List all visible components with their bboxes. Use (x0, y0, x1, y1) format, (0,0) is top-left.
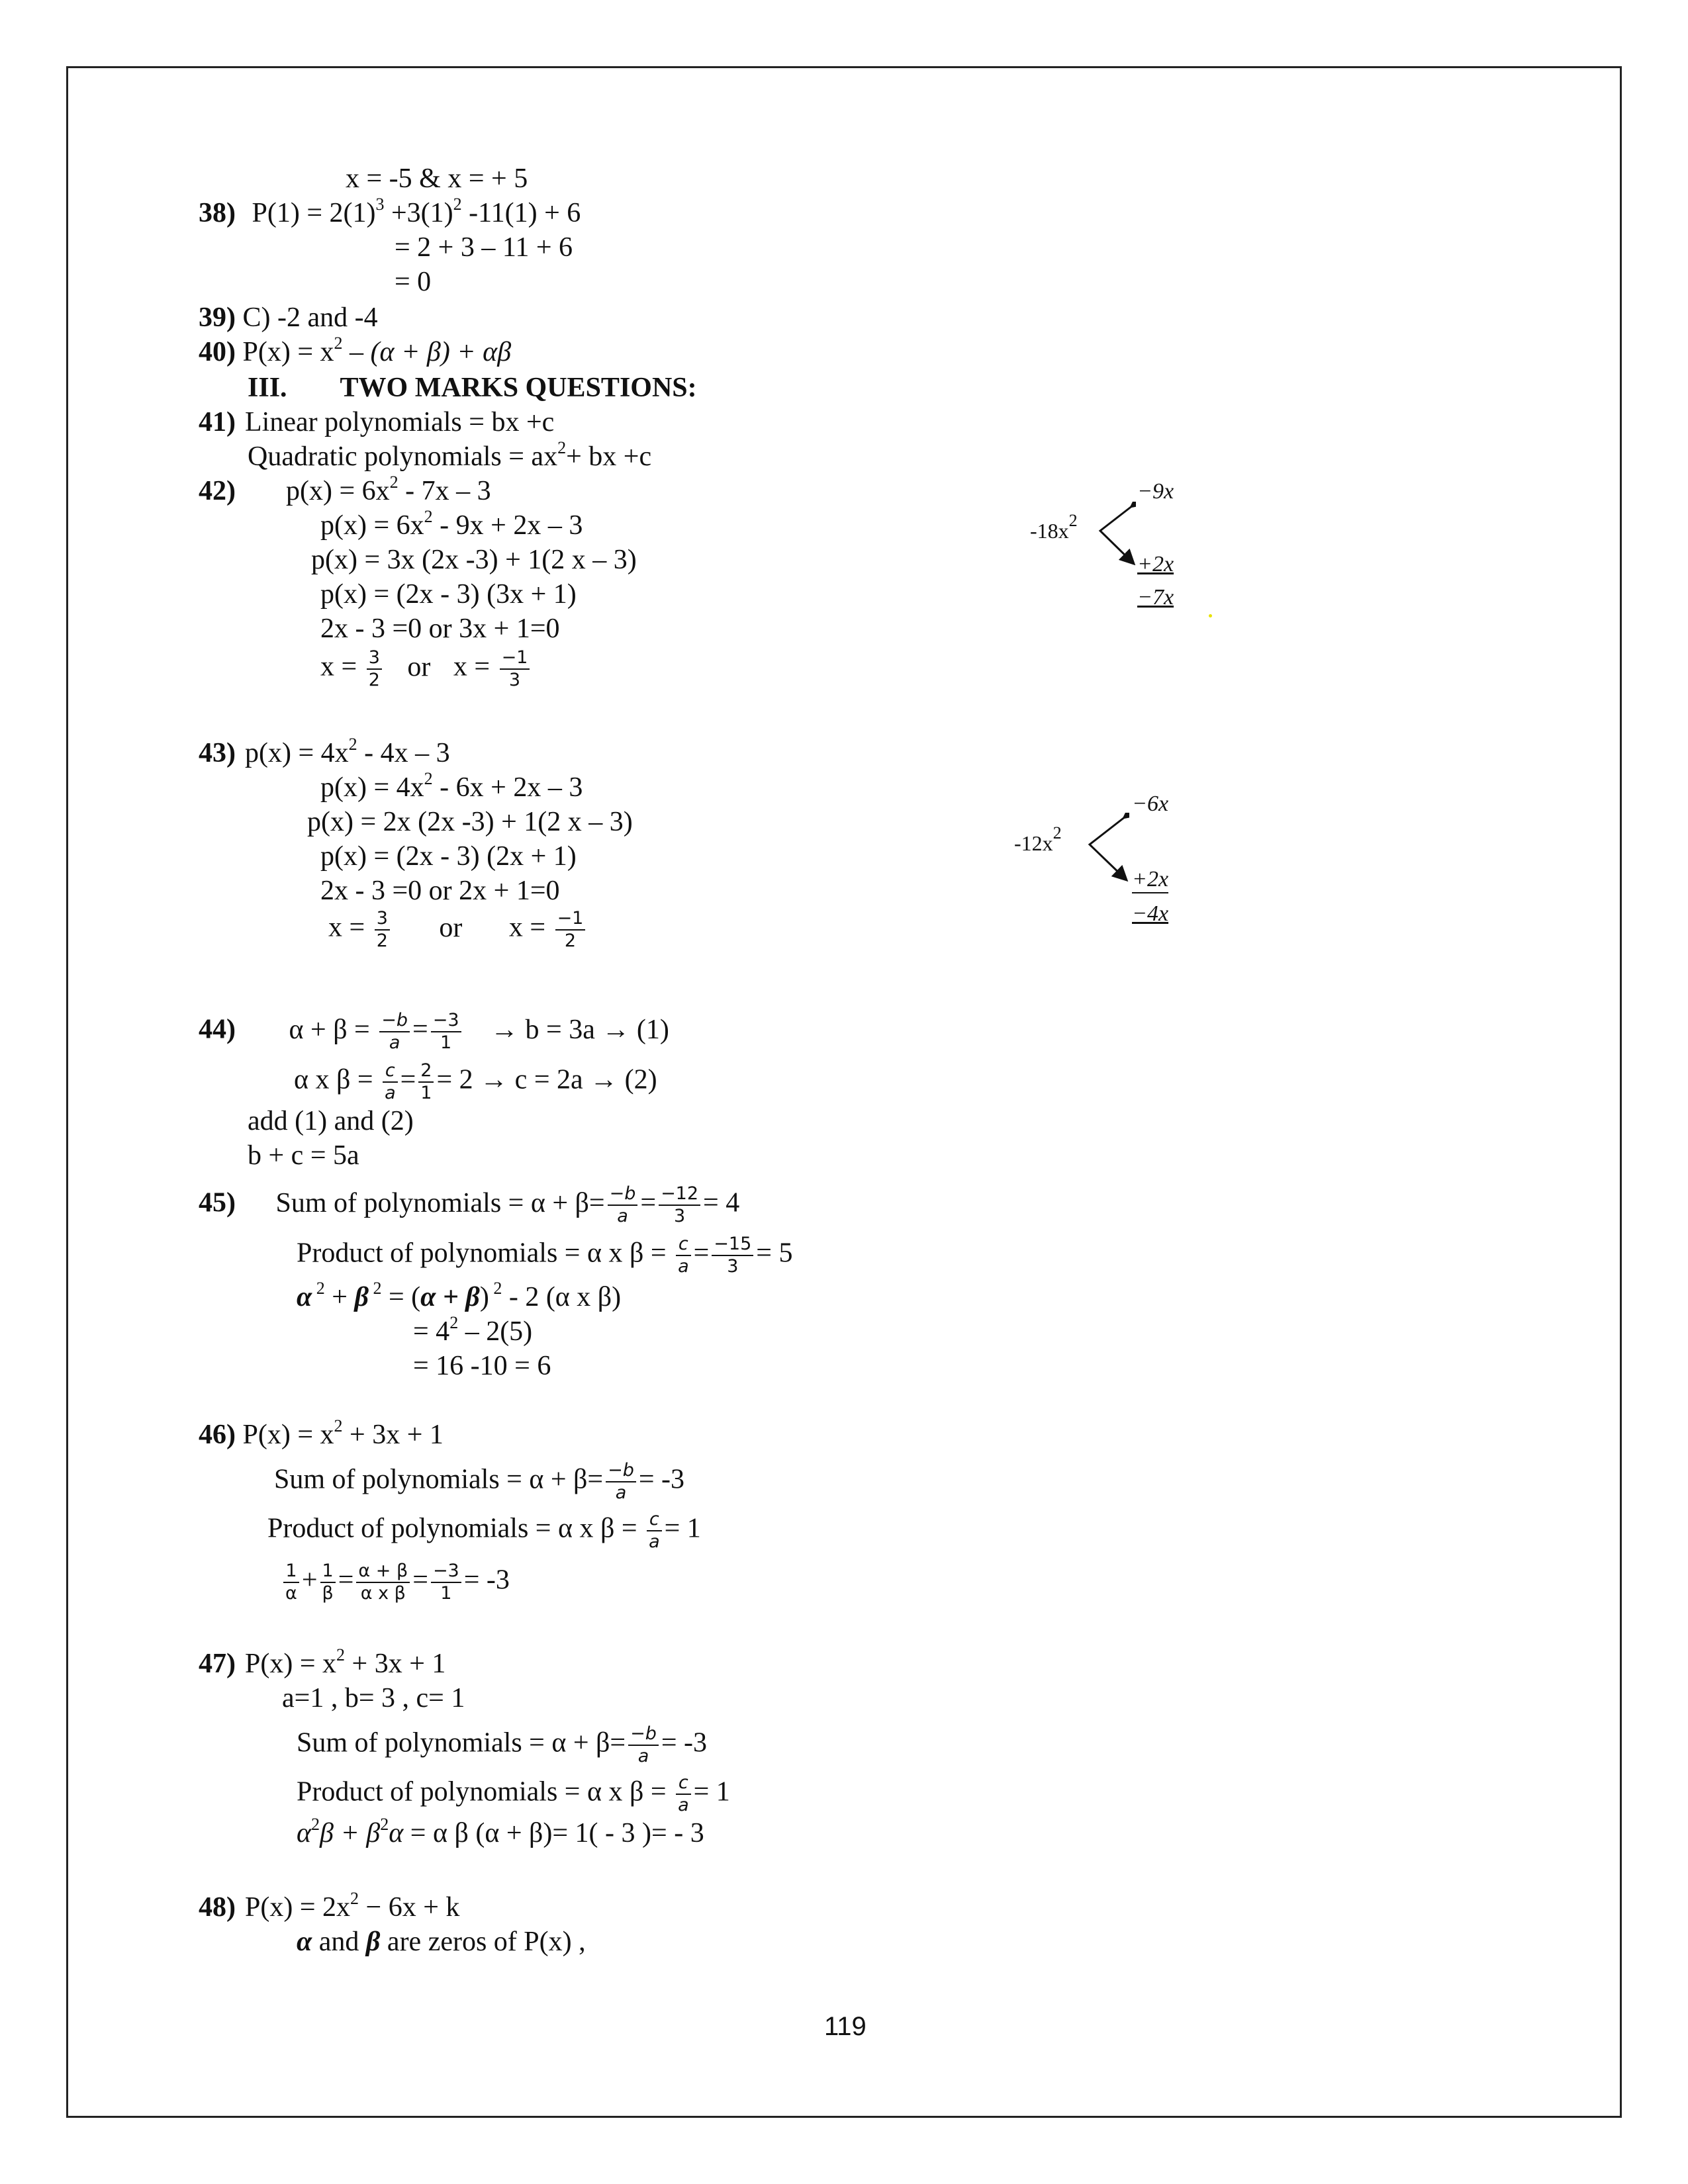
split-product: $-18x^2$ (1030, 511, 1078, 543)
q48-line-2: α and β are zeros of P(x) , (297, 1927, 586, 1957)
q46-line-1: 46) $P(x) = x^2 + 3x + 1$ (199, 1416, 444, 1450)
fraction: $\frac{-b}{a}$ (628, 1723, 659, 1767)
fraction: $\frac{c}{a}$ (676, 1772, 691, 1816)
q44-line-1: 44) α + β = $\frac{-b}{a}$ = $\frac{-3}{1}$ → b = 3a → (1) (199, 1010, 669, 1053)
fraction: $\frac{-12}{3}$ (659, 1183, 700, 1227)
q47-line-3: Sum of polynomials = α + β= $\frac{-b}{a}$ = -3 (297, 1723, 708, 1766)
q39-line: 39) C) -2 and -4 (199, 302, 378, 333)
fraction: $\frac{c}{a}$ (647, 1509, 662, 1553)
fraction: $\frac{1}{\beta}$ (320, 1561, 336, 1604)
q42-line-2: $p(x) = 6x^2 - 9x + 2x - 3$ (320, 507, 583, 541)
q44-line-4: b + c = 5a (248, 1140, 359, 1171)
split-product: $-12x^2$ (1014, 823, 1062, 855)
fraction: $\frac{-b}{a}$ (379, 1010, 410, 1054)
fraction: $\frac{1}{\alpha}$ (283, 1561, 299, 1604)
split-term-2: +2x (1137, 552, 1174, 576)
split-sum: −4x (1132, 901, 1169, 926)
q38-line-2: = 2 + 3 – 11 + 6 (395, 232, 573, 263)
fraction: $\frac{-b}{a}$ (608, 1183, 638, 1227)
q43-line-3: p(x) = 2x (2x -3) + 1(2 x – 3) (307, 807, 633, 837)
fraction: $\frac{c}{a}$ (383, 1060, 398, 1104)
fraction: $\frac{3}{2}$ (375, 908, 390, 952)
q42-line-4: p(x) = (2x - 3) (3x + 1) (320, 579, 577, 610)
fraction: $\frac{\alpha + \beta}{\text{α x β}}$ (356, 1561, 410, 1604)
q45-line-3: α $^2$ + β $^2$ = (α + β) $^2$ - 2 (α x β) (297, 1279, 622, 1312)
fraction: $\frac{-3}{1}$ (431, 1010, 461, 1054)
fraction: $\frac{-1}{2}$ (555, 908, 586, 952)
q46-line-3: Product of polynomials = α x β = $\frac{c}{a}$ = 1 (267, 1509, 701, 1552)
q45-line-4: = $4^2 - 2(5)$ (413, 1313, 533, 1347)
q44-line-2: α x β = $\frac{c}{a}$ = $\frac{2}{1}$ = 2 → c = 2a → (2) (294, 1060, 657, 1103)
q46-line-2: Sum of polynomials = α + β= $\frac{-b}{a}$ = -3 (274, 1460, 685, 1503)
q42-line-3: p(x) = 3x (2x -3) + 1(2 x – 3) (311, 545, 637, 575)
split-term-1: −6x (1132, 792, 1169, 816)
q47-line-2: a=1 , b= 3 , c= 1 (282, 1683, 465, 1713)
q45-line-1: 45) Sum of polynomials = α + β= $\frac{-b}{a}$ = $\frac{-12}{3}$ = 4 (199, 1183, 740, 1226)
fraction: $\frac{c}{a}$ (676, 1234, 691, 1277)
q42-line-5: 2x - 3 =0 or 3x + 1=0 (320, 614, 560, 644)
q38-number: 38) (199, 198, 236, 228)
q43-line-6: x = $\frac{3}{2}$ or x = $\frac{-1}{2}$ (328, 908, 588, 952)
q44-line-3: add (1) and (2) (248, 1106, 414, 1136)
fraction: $\frac{-3}{1}$ (431, 1561, 461, 1604)
section-heading: III. TWO MARKS QUESTIONS: (248, 373, 697, 403)
q41-line-2: Quadratic polynomials = $ax^2+$ bx +c (248, 438, 652, 472)
split-arrow-icon (1096, 502, 1136, 568)
q38-line-3: = 0 (395, 267, 432, 297)
split-term-2: +2x (1132, 867, 1168, 893)
q43-line-4: p(x) = (2x - 3) (2x + 1) (320, 841, 577, 872)
split-arrow-icon (1086, 813, 1129, 883)
q43-line-1: 43) $p(x) = 4x^2 - 4x - 3$ (199, 735, 450, 768)
q48-line-1: 48) $P(x) = 2x^2 - 6x + k$ (199, 1889, 460, 1923)
q37-solution-line: x = -5 & x = + 5 (346, 163, 528, 194)
q47-line-4: Product of polynomials = α x β = $\frac{c}{a}$ = 1 (297, 1772, 730, 1815)
split-term-1: −9x (1137, 479, 1174, 504)
q40-line: 40) $P(x) = x^2 - (\alpha + \beta) + \alpha\beta$ (199, 334, 512, 367)
fraction: $\frac{-1}{3}$ (500, 647, 530, 691)
q43-line-5: 2x - 3 =0 or 2x + 1=0 (320, 876, 560, 906)
fraction: $\frac{-15}{3}$ (712, 1234, 753, 1277)
q42-line-1: 42) $p(x) = 6x^2 - 7x - 3$ (199, 473, 491, 506)
fraction: $\frac{2}{1}$ (418, 1060, 434, 1104)
q43-line-2: $p(x) = 4x^2 - 6x + 2x - 3$ (320, 769, 583, 803)
q45-line-5: = 16 -10 = 6 (413, 1351, 551, 1381)
q41-line-1: 41) Linear polynomials = bx +c (199, 407, 555, 437)
fraction: $\frac{3}{2}$ (367, 647, 382, 691)
page-number: 119 (824, 2012, 867, 2041)
q42-line-6: x = $\frac{3}{2}$ or x = $\frac{-1}{3}$ (320, 647, 532, 691)
q45-line-2: Product of polynomials = α x β = $\frac{c}{a}$ = $\frac{-15}{3}$ = 5 (297, 1234, 793, 1277)
stray-mark (1209, 614, 1212, 617)
q46-line-4: $\frac{1}{\alpha}$ + $\frac{1}{\beta}$ = $\frac{\alpha + \beta}{\text{α x β}}$ = $\frac{-3}{1}$ = -3 (281, 1561, 510, 1604)
q38-line-1: 38) $P(1) = 2(1)^3 +3(1)^2$ -11(1) + 6 (199, 195, 581, 228)
q47-line-5: $\alpha^2\beta + \beta^2\alpha = \alpha$ β (α + β)= 1( - 3 )= - 3 (297, 1815, 704, 1848)
fraction: $\frac{-b}{a}$ (606, 1460, 636, 1504)
q47-line-1: 47) $P(x) = x^2 + 3x + 1$ (199, 1645, 446, 1679)
split-sum: −7x (1137, 585, 1174, 610)
